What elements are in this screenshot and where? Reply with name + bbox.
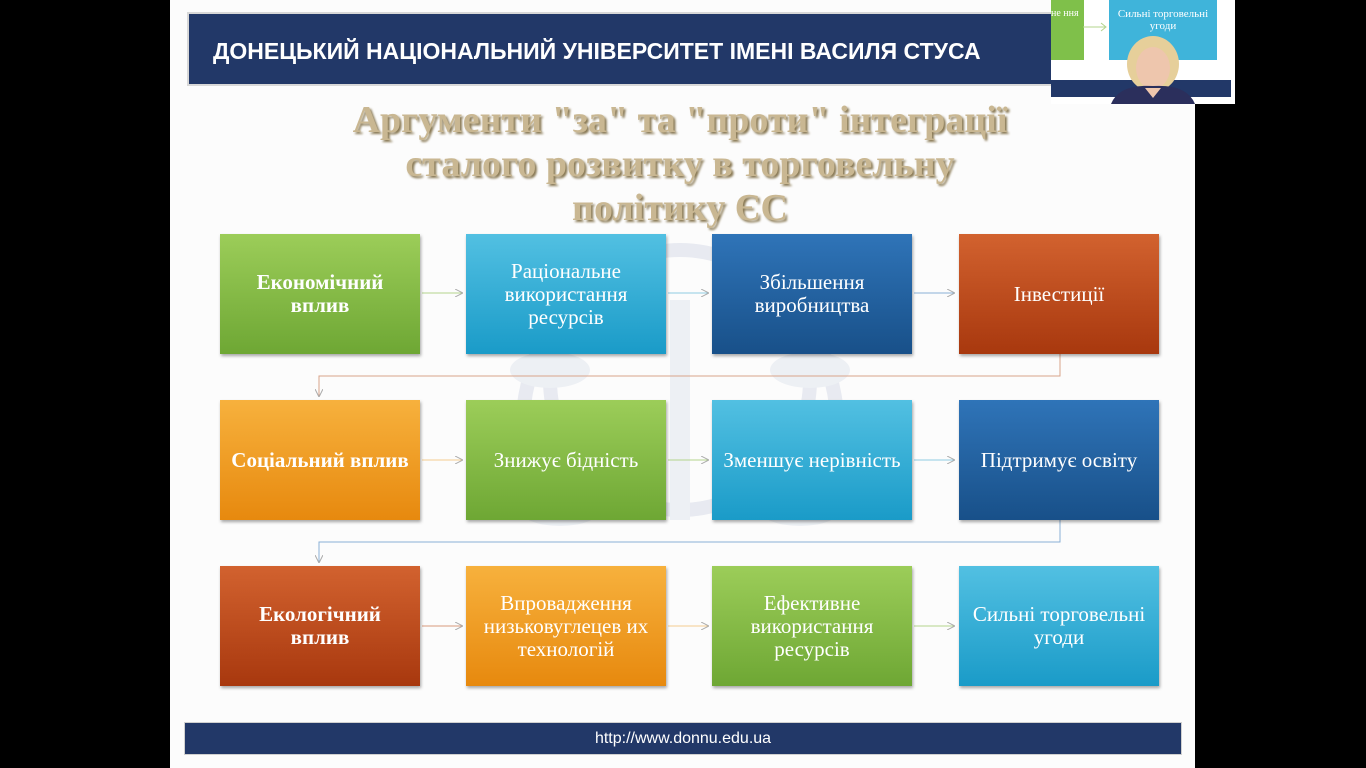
footer-url[interactable]: http://www.donnu.edu.ua xyxy=(184,722,1182,755)
title-line-1: Аргументи "за" та "проти" інтеграції xyxy=(352,99,1008,141)
title-line-3: політику ЄС xyxy=(572,187,788,229)
presenter-video[interactable] xyxy=(1051,0,1235,104)
presenter-avatar xyxy=(1099,34,1209,104)
investments-box: Інвестиції xyxy=(959,234,1159,354)
title-line-2: сталого розвитку в торговельну xyxy=(405,143,955,185)
production-increase-box: Збільшення виробництва xyxy=(712,234,912,354)
efficient-resource-use-box: Ефективне використання ресурсів xyxy=(712,566,912,686)
reduces-poverty-box: Знижує бідність xyxy=(466,400,666,520)
presentation-slide xyxy=(170,0,1195,768)
pip-right-box: Сильні торговельні угоди xyxy=(1109,0,1217,60)
low-carbon-tech-box: Впровадження низьковуглецев их технологій xyxy=(466,566,666,686)
social-impact-box: Соціальний вплив xyxy=(220,400,420,520)
reduces-inequality-box: Зменшує нерівність xyxy=(712,400,912,520)
rational-resource-use-box: Раціональне використання ресурсів xyxy=(466,234,666,354)
pip-arrow-icon xyxy=(1081,22,1111,32)
supports-education-box: Підтримує освіту xyxy=(959,400,1159,520)
ecological-impact-box: Екологічний вплив xyxy=(220,566,420,686)
economic-impact-box: Економічний вплив xyxy=(220,234,420,354)
strong-trade-agreements-box: Сильні торговельні угоди xyxy=(959,566,1159,686)
pip-left-box: не ння xyxy=(1051,0,1084,60)
university-header: ДОНЕЦЬКИЙ НАЦІОНАЛЬНИЙ УНІВЕРСИТЕТ ІМЕНІ ВАСИЛЯ СТУСА xyxy=(187,12,1067,86)
